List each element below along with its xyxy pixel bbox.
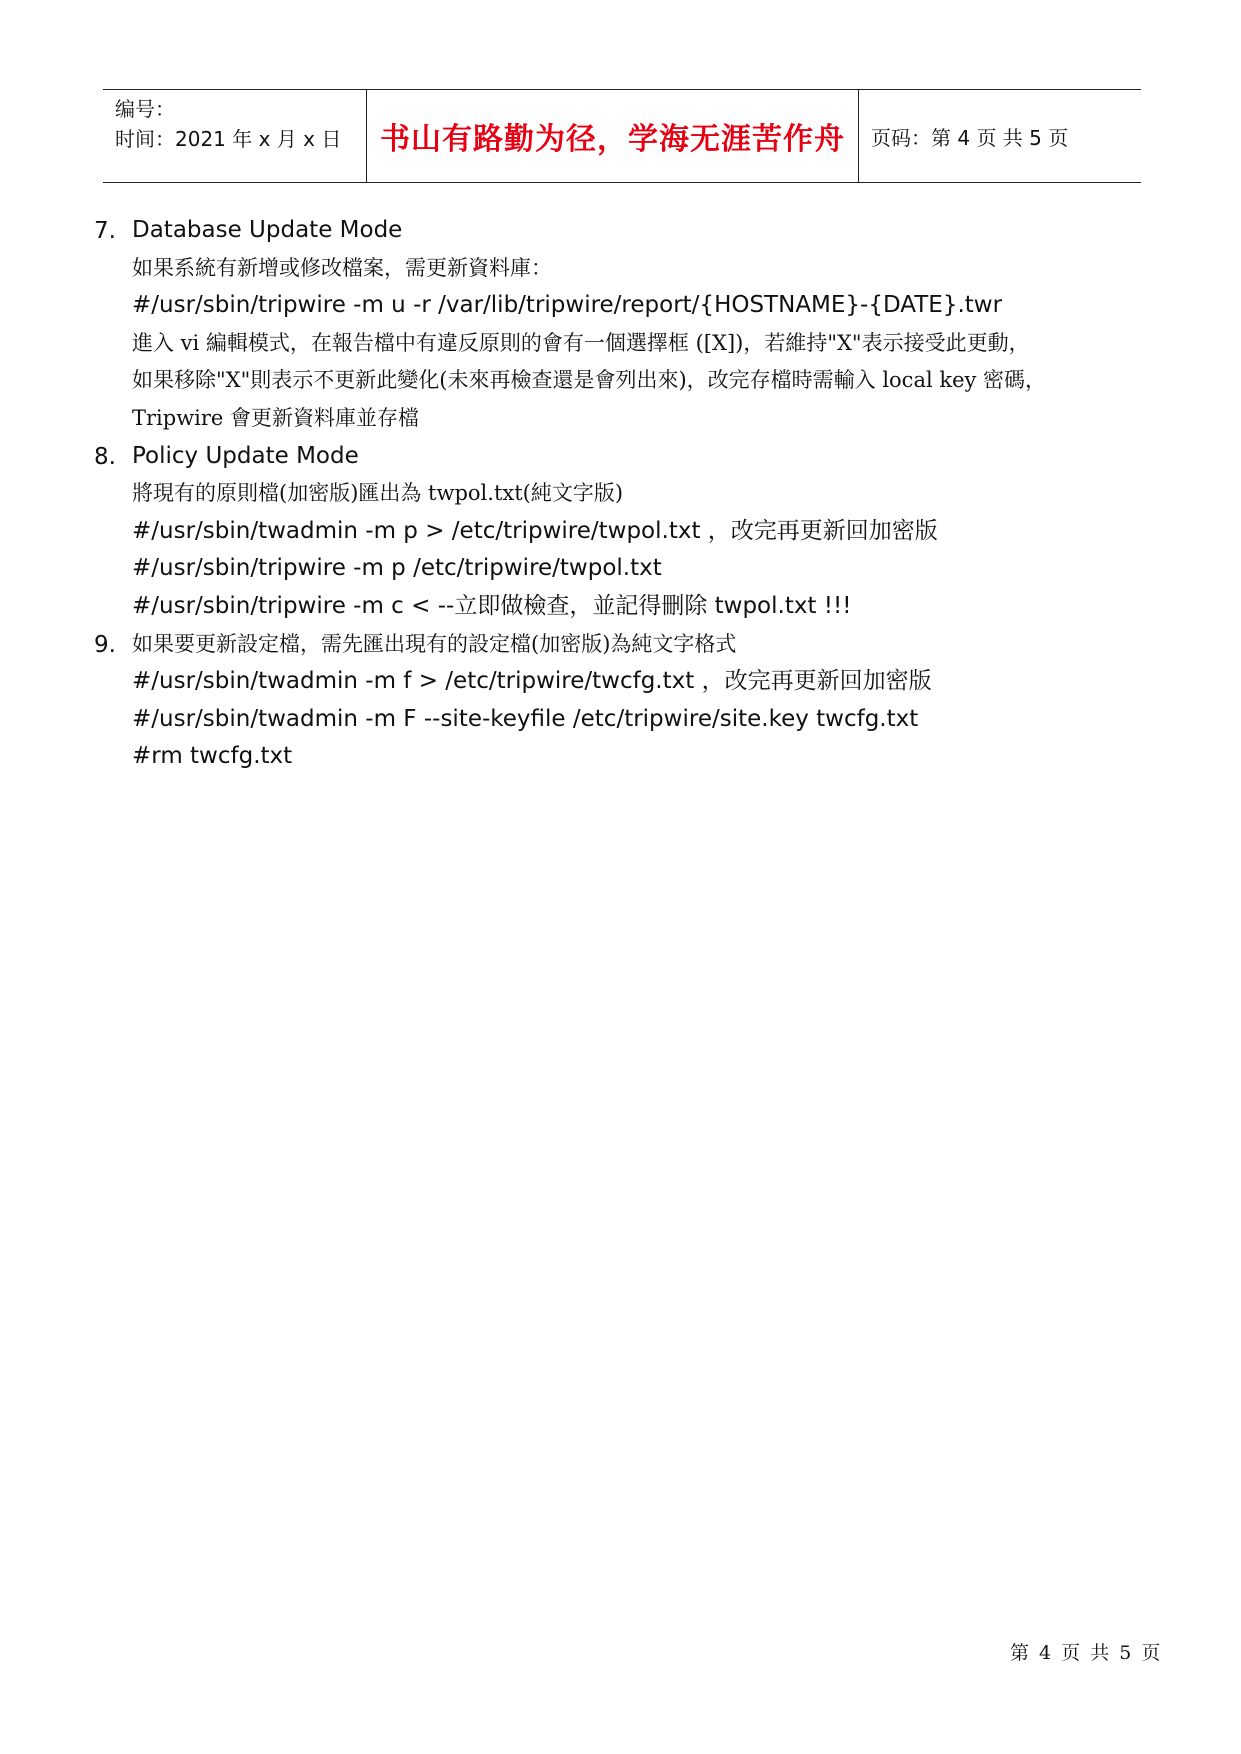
text-line: 如果要更新設定檔，需先匯出現有的設定檔(加密版)為純文字格式: [132, 631, 737, 656]
list-item-number: 7.: [94, 218, 116, 244]
text-line: 如果系統有新增或修改檔案，需更新資料庫：: [132, 255, 552, 280]
text-line: 如果移除"X"則表示不更新此變化(未來再檢查還是會列出來)，改完存檔時需輸入 local key 密碼，: [132, 368, 1047, 393]
list-item-number: 8.: [94, 443, 116, 470]
section-title: Database Update Mode: [132, 217, 403, 243]
text-line: 將現有的原則檔(加密版)匯出為 twpol.txt(純文字版): [132, 481, 624, 506]
document-time-label: 时间：2021 年 x 月 x 日: [115, 127, 342, 151]
command-line: #/usr/sbin/tripwire -m c < --立即做檢查，並記得刪除 twpol.txt !!!: [132, 592, 852, 619]
header-motto-cell: [367, 90, 859, 182]
header-page-code: 页码：第 4 页 共 5 页: [871, 125, 1069, 150]
command-line: #/usr/sbin/tripwire -m p /etc/tripwire/twpol.txt: [132, 555, 662, 582]
header-motto: 书山有路勤为径，学海无涯苦作舟: [380, 122, 845, 157]
list-item-number: 9.: [94, 631, 116, 658]
command-line: #/usr/sbin/twadmin -m f > /etc/tripwire/twcfg.txt ，改完再更新回加密版: [132, 668, 932, 695]
command-line: #/usr/sbin/tripwire -m u -r /var/lib/tripwire/report/{HOSTNAME}-{DATE}.twr: [132, 292, 1003, 319]
document-header: [103, 89, 1141, 183]
list-item-7: [94, 212, 1154, 438]
document-number-label: 编号：: [115, 97, 175, 121]
text-line: Tripwire 會更新資料庫並存檔: [132, 405, 420, 430]
command-line: #rm twcfg.txt: [132, 743, 293, 770]
list-item-8: [94, 438, 1154, 626]
header-page-cell: [859, 90, 1141, 182]
document-body: [94, 212, 1154, 776]
section-title: Policy Update Mode: [132, 442, 359, 469]
page-footer: 第 4 页 共 5 页: [1010, 1642, 1163, 1664]
command-line: #/usr/sbin/twadmin -m p > /etc/tripwire/twpol.txt ，改完再更新回加密版: [132, 517, 938, 544]
text-line: 進入 vi 編輯模式，在報告檔中有違反原則的會有一個選擇框 ([X])，若維持"X"表示接受此更動，: [132, 330, 1030, 355]
list-item-9: [94, 626, 1154, 776]
header-info-cell: [103, 90, 367, 182]
command-line: #/usr/sbin/twadmin -m F --site-keyfile /etc/tripwire/site.key twcfg.txt: [132, 705, 919, 732]
